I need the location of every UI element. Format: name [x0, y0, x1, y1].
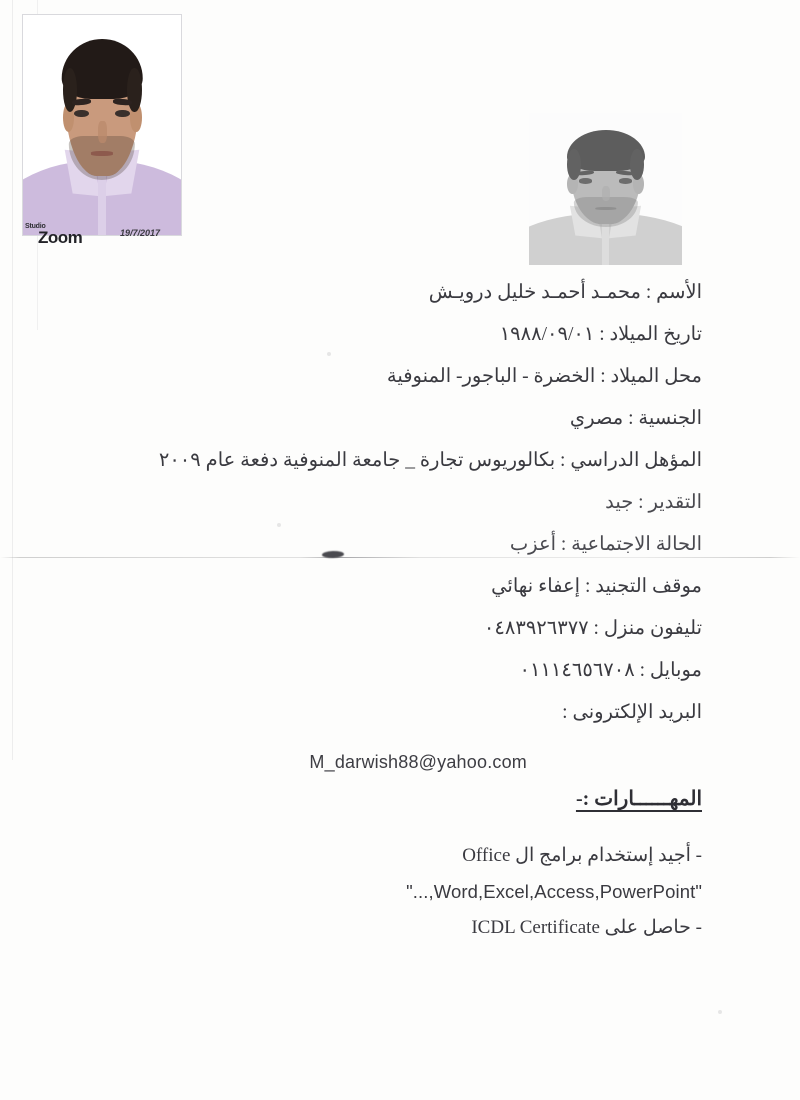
portrait-photo-secondary — [529, 113, 682, 265]
info-line-birth-date: تاريخ الميلاد : ١٩٨٨/٠٩/٠١ — [499, 324, 702, 345]
info-line-grade: التقدير : جيد — [605, 492, 702, 513]
info-line-military-status: موقف التجنيد : إعفاء نهائي — [491, 576, 702, 597]
skills-list — [0, 838, 702, 946]
skill-item-icdl: - حاصل على ICDL Certificate — [471, 917, 702, 938]
email-address[interactable]: M_darwish88@yahoo.com — [309, 752, 527, 772]
portrait-illustration — [529, 113, 682, 265]
personal-info-block — [0, 272, 702, 734]
portrait-photo-primary — [22, 14, 182, 236]
info-line-email-label: البريد الإلكترونى : — [562, 702, 702, 723]
studio-stamp-name: Zoom — [38, 228, 83, 247]
info-line-nationality: الجنسية : مصري — [569, 408, 702, 429]
scan-speck — [718, 1010, 722, 1014]
skill-item-office-apps: "Word,Excel,Access,PowerPoint,..." — [406, 881, 702, 902]
skills-section-heading: المهــــــارات :- — [575, 788, 702, 810]
info-line-birth-place: محل الميلاد : الخضرة - الباجور- المنوفية — [386, 366, 702, 387]
info-line-marital-status: الحالة الاجتماعية : أعزب — [509, 534, 702, 555]
info-line-home-phone: تليفون منزل : ٠٤٨٣٩٢٦٣٧٧ — [483, 618, 702, 639]
studio-stamp — [22, 222, 182, 246]
info-line-qualification: المؤهل الدراسي : بكالوريوس تجارة _ جامعة المنوفية دفعة عام ٢٠٠٩ — [158, 450, 702, 471]
studio-stamp-label: Studio — [25, 223, 46, 230]
info-line-mobile-phone: موبايل : ٠١١١٤٦٥٦٧٠٨ — [519, 660, 702, 681]
skill-item-office: - أجيد إستخدام برامج ال Office — [462, 845, 702, 866]
info-line-name: الأسم : محمـد أحمـد خليل درويـش — [428, 282, 702, 303]
portrait-illustration — [23, 15, 181, 235]
studio-stamp-date: 19/7/2017 — [120, 228, 161, 238]
